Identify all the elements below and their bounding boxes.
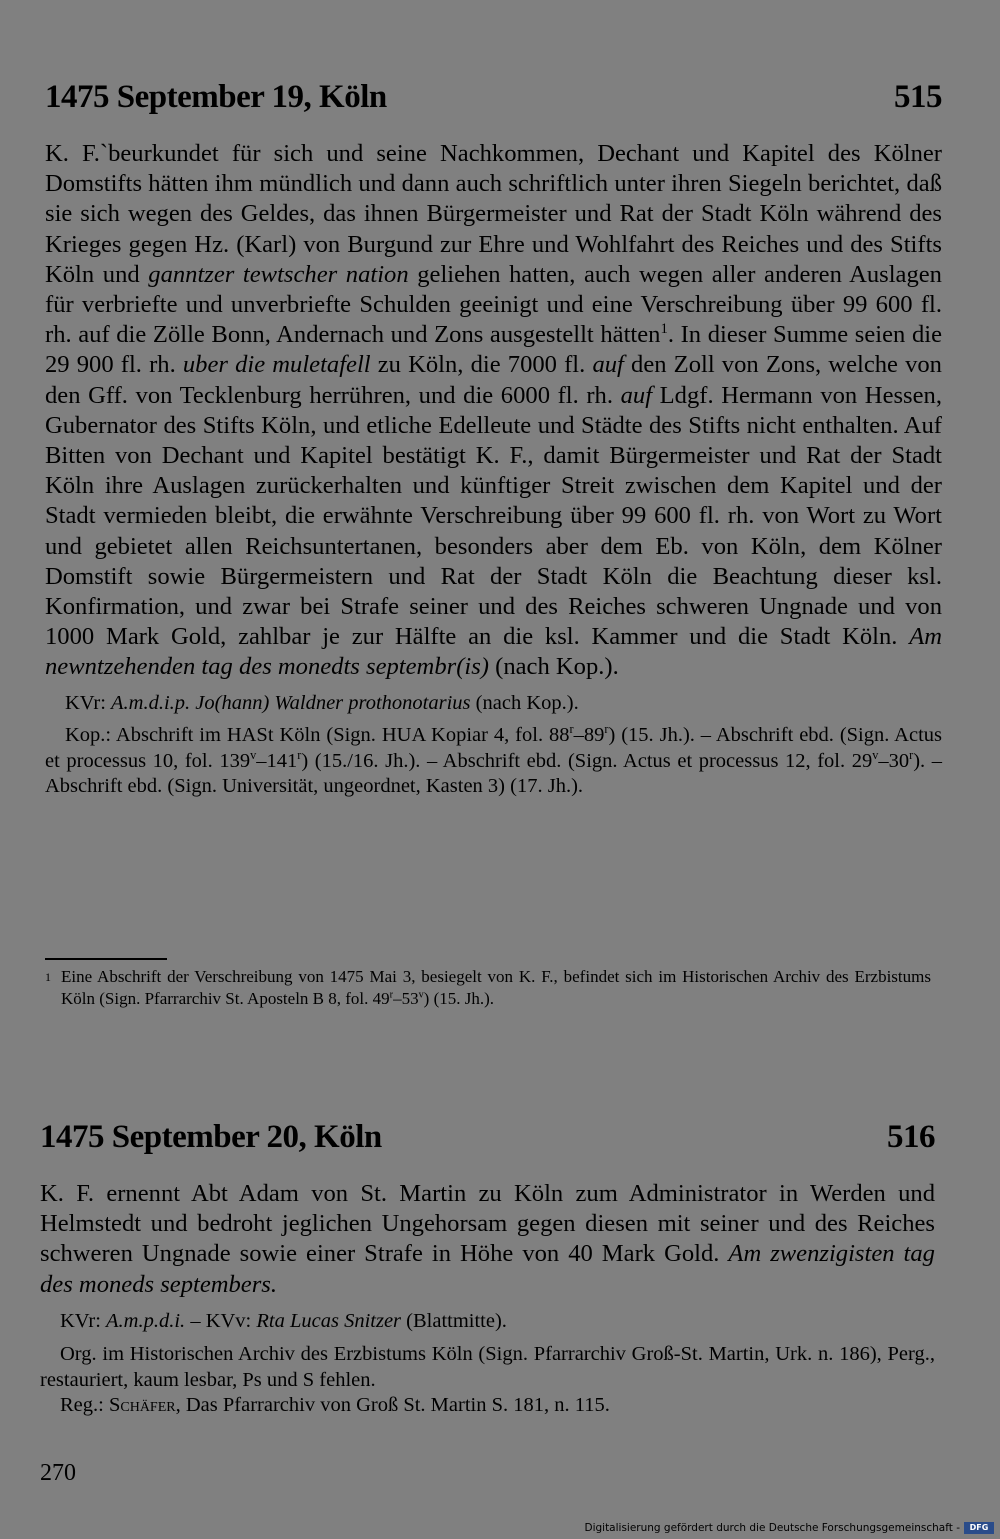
dfg-logo-icon: DFG (964, 1522, 994, 1534)
footnote-body: ) (15. Jh.). (423, 989, 495, 1008)
footnote-body: Eine Abschrift der Verschreibung von 1475 Mai 3, besiegelt von K. F., befindet sich im Historischen Archiv des Erzbistums Köln (Sign. Pfarrarchiv St. Aposteln B 8, fol. 49 (61, 967, 931, 1008)
entry-date: 1475 September 20, Köln (40, 1119, 382, 1155)
folio-sup: v (418, 989, 424, 1001)
summary-date-quote: Am newntzehenden tag des monedts septembr(is) (45, 623, 942, 681)
entry-heading (40, 1117, 935, 1157)
kvr-signature: A.m.d.i.p. Jo(hann) Waldner prothonotarius (111, 691, 471, 714)
kvr-rest: (nach Kop.). (470, 691, 579, 714)
entry-number: 515 (894, 79, 942, 115)
summary-quote: ganntzer tewtscher nation (148, 260, 409, 288)
kop-note (45, 723, 942, 800)
folio-sup: r (297, 747, 302, 762)
footnote-number: 1 (45, 970, 51, 984)
kvr-note (40, 1309, 935, 1335)
reg-label: Reg.: (60, 1394, 109, 1417)
kop-text: Kop.: Abschrift im HASt Köln (Sign. HUA Kopiar 4, fol. 88 (65, 724, 570, 747)
entry-summary (40, 1179, 935, 1300)
kop-text: ). – Abschrift ebd. (Sign. Universität, ungeordnet, Kasten 3) (17. Jh.). (45, 749, 942, 798)
footnote-body: –53 (393, 989, 419, 1008)
folio-sup: r (604, 722, 609, 737)
entry-heading (45, 77, 942, 117)
summary-text: Ldgf. Hermann von Hessen, Gubernator des Stifts Köln, und etliche Edelleute und Städte des Stifts nicht enthalten. Auf Bitten von Dechant und Kapitel bestätigt K. F., damit Bürgermeister und Rat der Stadt Köln ihre Auslagen zurückerhalten und künftiger Streit zwischen dem Kapitel und der Stadt vermieden bleibt, die erwähnte Verschreibung über 99 600 fl. rh. von Wort zu Wort und gebietet allen Reichsuntertanen, besonders aber dem Eb. von Köln, dem Kölner Domstift sowie Bürgermeistern und Rat der Stadt Köln die Beachtung dieser ksl. Konfirmation, und zwar bei Strafe seiner und des Reiches schweren Ungnade und von 1000 Mark Gold, zahlbar je zur Hälfte an die ksl. Kammer und die Stadt Köln. (45, 381, 942, 651)
kvr-note (45, 691, 942, 717)
summary-quote: auf (592, 351, 624, 379)
kvv-rest: (Blattmitte). (401, 1309, 507, 1332)
folio-sup: r (569, 722, 574, 737)
summary-text: zu Köln, die 7000 fl. (370, 351, 593, 379)
footnote (45, 966, 935, 1010)
reg-note (40, 1393, 935, 1419)
folio-sup: v (872, 747, 879, 762)
entry-number: 516 (887, 1119, 935, 1155)
entry-date: 1475 September 19, Köln (45, 79, 387, 115)
reg-author: Schäfer (108, 1394, 176, 1417)
kop-text: ) (15./16. Jh.). – Abschrift ebd. (Sign. Actus et processus 12, fol. 29 (301, 749, 873, 772)
kvv-signature: Rta Lucas Snitzer (256, 1309, 402, 1332)
footnote-divider (45, 958, 167, 960)
org-text: Org. im Historischen Archiv des Erzbistums Köln (Sign. Pfarrarchiv Groß-St. Martin, Urk. n. 186), Perg., restauriert, kaum lesbar, Ps und S fehlen. (40, 1343, 935, 1391)
org-note (40, 1342, 935, 1393)
summary-text: K. F.`beurkundet für sich und seine Nachkommen, Dechant und Kapitel des Kölner Domstifts hätten ihm mündlich und dann auch schriftlich unter ihren Siegeln berichtet, daß sie sich wegen des Geldes, das ihnen Bürgermeister und Rat der Stadt Köln während des Krieges gegen Hz. (Karl) von Burgund zur Ehre und Wohlfahrt des Reiches und des Stifts Köln und (45, 140, 942, 288)
folio-sup: v (250, 747, 257, 762)
kop-text: –30 (878, 749, 910, 772)
summary-date-quote: Am zwenzigisten tag des moneds septembers. (40, 1240, 935, 1298)
page-number: 270 (40, 1460, 76, 1486)
footnote-ref[interactable]: 1 (660, 321, 668, 338)
footer-credit-text: Digitalisierung gefördert durch die Deutsche Forschungsgemeinschaft - (584, 1522, 960, 1534)
kop-text: –141 (256, 749, 298, 772)
footnote-text (61, 966, 931, 1010)
footer-credit (584, 1522, 994, 1534)
summary-text: K. F. ernennt Abt Adam von St. Martin zu Köln zum Administrator in Werden und Helmstedt und bedroht jeglichen Ungehorsam gegen diesen mit seiner und des Reiches schweren Ungnade sowie einer Strafe in Höhe von 40 Mark Gold. (40, 1180, 935, 1268)
kvr-label: KVr: (60, 1309, 107, 1332)
entry-516 (40, 1117, 935, 1419)
summary-text: (nach Kop.). (488, 653, 619, 681)
entry-summary (45, 139, 942, 683)
summary-quote: auf (620, 381, 653, 409)
kop-text: –89 (573, 724, 605, 747)
summary-text: den Zoll von Zons, welche von den Gff. von Tecklenburg herrühren, und die 6000 fl. rh. (45, 351, 942, 409)
folio-sup: r (389, 989, 394, 1001)
reg-rest: , Das Pfarrarchiv von Groß St. Martin S. 181, n. 115. (175, 1394, 610, 1417)
entry-515 (45, 77, 942, 800)
summary-quote: uber die muletafell (182, 351, 371, 379)
summary-text: . In dieser Summe seien die 29 900 fl. rh. (45, 321, 942, 379)
summary-text: geliehen hatten, auch wegen aller anderen Auslagen für verbriefte und unverbriefte Schulden geeinigt und eine Verschreibung über 99 600 fl. rh. auf die Zölle Bonn, Andernach und Zons ausgestellt hätten (45, 260, 942, 349)
kvv-label: – KVv: (185, 1309, 257, 1332)
kvr-signature: A.m.p.d.i. (106, 1309, 186, 1332)
folio-sup: r (909, 747, 914, 762)
kop-text: ) (15. Jh.). – Abschrift ebd. (Sign. Actus et processus 10, fol. 139 (45, 724, 942, 772)
kvr-label: KVr: (65, 691, 112, 714)
